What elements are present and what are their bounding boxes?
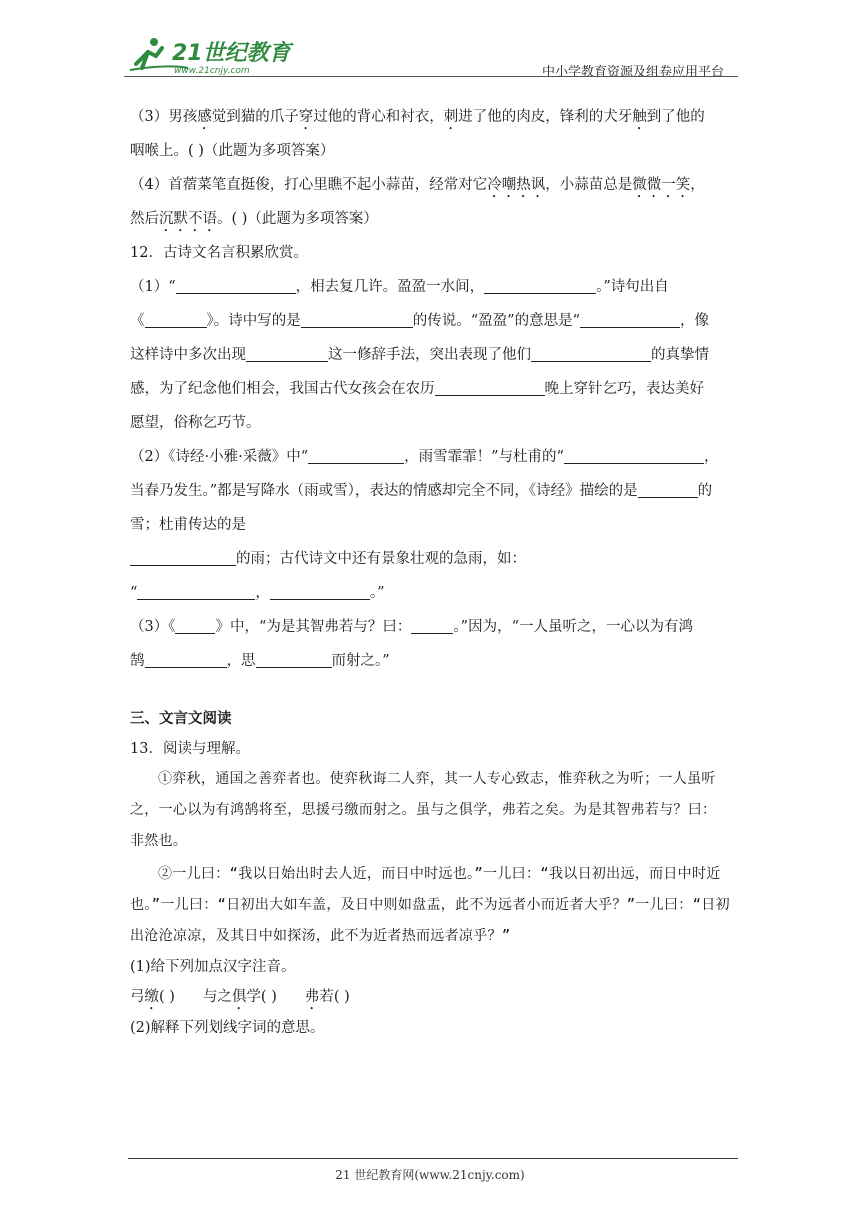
footer-divider (128, 1158, 738, 1159)
answer-blank[interactable] (145, 649, 227, 668)
q13-title: 13．阅读与理解。 (130, 741, 250, 757)
q11-part4-line1: （4）首蓿菜笔直挺俊，打心里瞧不起小蒜苗，经常对它冷嘲热讽，小蒜苗总是微微一笑， (130, 177, 705, 193)
pinyin-item[interactable]: 弗若( ) (304, 989, 350, 1005)
footer-text: 21 世纪教育网(www.21cnjy.com) (335, 1168, 525, 1182)
q12-part1: （1）“ ，相去复几许。盈盈一水间， 。”诗句出自 《 》。诗中写的是 的传说。“盈盈”的意思是“ ，像 这样诗中多次出现 这一修辞手法，突出表现了他们 的真挚情 感，为了纪念他们相会，我国古代女孩会在农历 晚上穿针乞巧，表达美好 愿望，俗称乞巧节。 (130, 270, 730, 440)
section-title: 三、文言文阅读 (130, 711, 232, 727)
answer-blank[interactable] (137, 581, 255, 600)
logo-text: 21世纪教育 (172, 41, 291, 66)
passage-1: ①弈秋，通国之善弈者也。使弈秋诲二人弈，其一人专心致志，惟弈秋之为听；一人虽听之，一心以为有鸿鹄将至，思援弓缴而射之。虽与之俱学，弗若之矣。为是其智弗若与？曰：非然也。 (130, 771, 717, 849)
answer-blank[interactable] (308, 445, 404, 464)
q11-part3-line2: 咽喉上。( )（此题为多项答案） (130, 143, 335, 159)
pinyin-item[interactable]: 弓缴( ) (130, 989, 175, 1005)
answer-blank[interactable] (638, 479, 698, 498)
logo-icon (128, 34, 298, 76)
q12-part2: （2）《诗经·小雅·采薇》中“ ，雨雪霏霏！”与杜甫的“ ， 当春乃发生。”都是写降水（雨或雪），表达的情感却完全不同，《诗经》描绘的是 的 雪；杜甫传达的是 的雨；古代诗文中还有景象壮观的急雨，如： “ ， 。” (130, 440, 730, 610)
answer-blank[interactable] (256, 649, 332, 668)
answer-blank[interactable] (411, 615, 453, 634)
sub-question-1: (1)给下列加点汉字注音。 (130, 959, 296, 975)
document-body (130, 100, 730, 1043)
q12-title: 12．古诗文名言积累欣赏。 (130, 245, 308, 261)
answer-blank[interactable] (270, 581, 370, 600)
logo-url: www.21cnjy.com (174, 66, 250, 76)
answer-blank[interactable] (435, 377, 545, 396)
passage-2: ②一儿曰：“我以日始出时去人近，而日中时远也。”一儿曰：“我以日初出远，而日中时近也。”一儿曰：“日初出大如车盖，及日中则如盘盂，此不为远者小而近者大乎？”一儿曰：“日初出沧沧凉凉，及其日中如探汤，此不为近者热而远者凉乎？” (130, 866, 730, 944)
answer-blank[interactable] (531, 343, 651, 362)
answer-blank[interactable] (564, 445, 704, 464)
answer-blank[interactable] (145, 309, 207, 328)
platform-name: 中小学教育资源及组卷应用平台 (541, 65, 724, 80)
pinyin-item[interactable]: 与之俱学( ) (202, 989, 277, 1005)
answer-blank[interactable] (246, 343, 328, 362)
answer-blank[interactable] (176, 275, 296, 294)
sub-question-2: (2)解释下列划线字词的意思。 (130, 1020, 325, 1036)
q11-part3-line1: （3）男孩感觉到猫的爪子穿过他的背心和衬衣，刺进了他的肉皮，锋利的犬牙触到了他的 (130, 109, 705, 125)
answer-blank[interactable] (484, 275, 596, 294)
answer-blank[interactable] (175, 615, 215, 634)
answer-blank[interactable] (301, 309, 413, 328)
q11-part4-line2: 然后沉默不语。( )（此题为多项答案） (130, 211, 378, 227)
answer-blank[interactable] (130, 547, 236, 566)
q12-part3: （3）《 》中，“为是其智弗若与？曰： 。”因为，“一人虽听之，一心以为有鸿 鹄 ，思 而射之。” (130, 610, 730, 678)
pinyin-row (130, 982, 730, 1013)
page-header (128, 28, 736, 80)
header-divider (124, 76, 738, 77)
logo (128, 34, 298, 74)
answer-blank[interactable] (580, 309, 680, 328)
